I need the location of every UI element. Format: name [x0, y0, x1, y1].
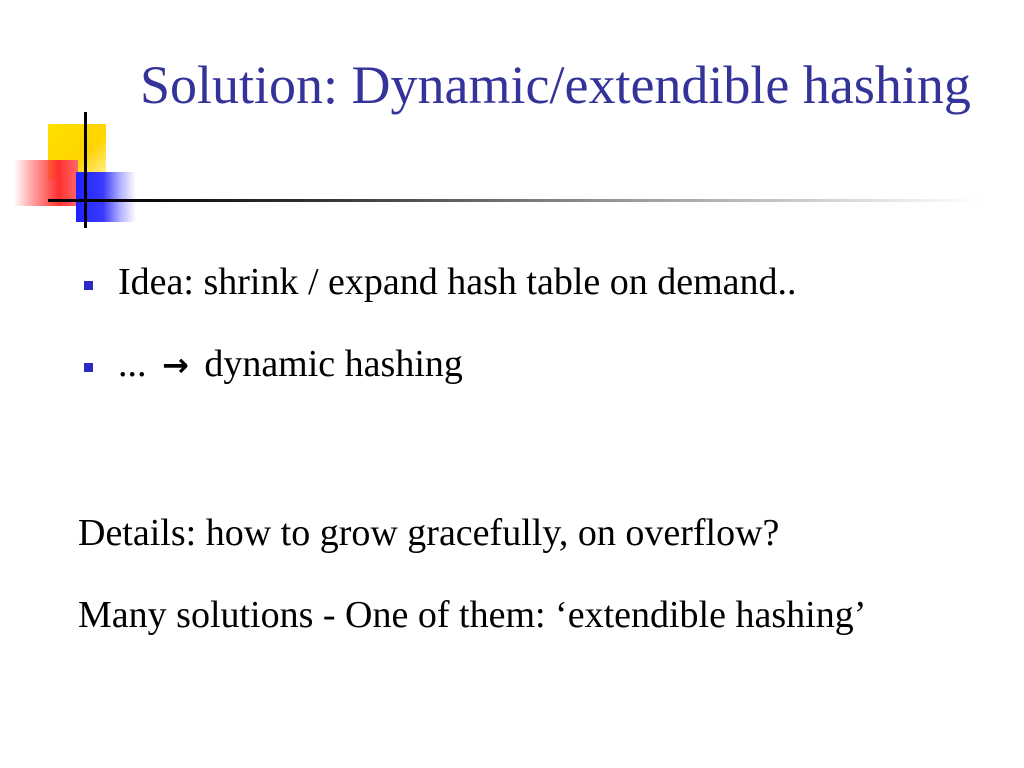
bullet-list: [78, 254, 998, 419]
logo-horizontal-line: [48, 199, 106, 202]
square-bullet-icon: [84, 363, 93, 372]
right-arrow-icon: →: [162, 346, 189, 384]
slide-title: Solution: Dynamic/extendible hashing: [140, 55, 971, 115]
bullet-text: ...: [118, 343, 147, 385]
bullet-item: [78, 254, 998, 310]
details-paragraph: Details: how to grow gracefully, on overflow?: [78, 512, 780, 554]
bullet-text-after-arrow: dynamic hashing: [204, 343, 463, 385]
title-underline-rule: [100, 199, 980, 202]
solutions-paragraph: Many solutions - One of them: ‘extendible hashing’: [78, 594, 867, 636]
slide-logo-decoration: [0, 0, 140, 240]
logo-vertical-line: [84, 112, 87, 228]
bullet-text: Idea: shrink / expand hash table on demand..: [118, 261, 797, 303]
bullet-item: [78, 336, 998, 393]
square-bullet-icon: [84, 281, 93, 290]
